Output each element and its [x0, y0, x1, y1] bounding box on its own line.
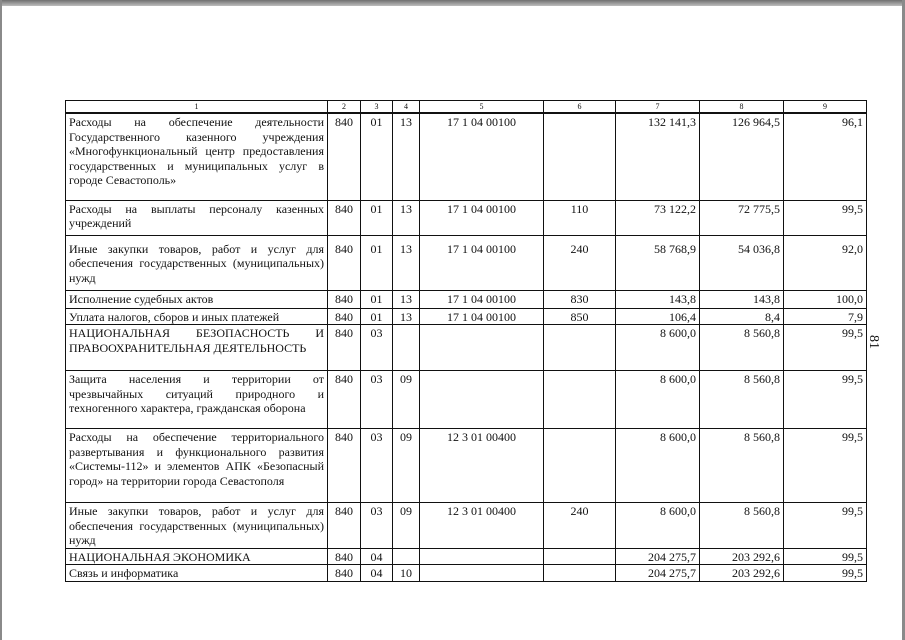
row-name: Связь и информатика	[66, 565, 328, 582]
expense-type-code: 240	[544, 503, 616, 549]
subsection-code	[393, 325, 420, 371]
header-row	[66, 101, 867, 114]
row-name: Расходы на выплаты персоналу казенных учреждений	[66, 200, 328, 235]
planned-amount: 8 600,0	[616, 325, 700, 371]
executed-amount: 8 560,8	[700, 325, 784, 371]
ministry-code: 840	[328, 235, 361, 290]
executed-amount: 8 560,8	[700, 371, 784, 429]
expense-type-code: 830	[544, 290, 616, 308]
table-row	[66, 200, 867, 235]
subsection-code: 09	[393, 429, 420, 503]
target-article-code: 17 1 04 00100	[420, 290, 544, 308]
table-row	[66, 429, 867, 503]
subsection-code: 13	[393, 200, 420, 235]
section-code: 01	[361, 113, 393, 200]
subsection-code: 09	[393, 503, 420, 549]
column-header: 2	[328, 101, 361, 114]
target-article-code: 12 3 01 00400	[420, 429, 544, 503]
ministry-code: 840	[328, 371, 361, 429]
target-article-code	[420, 325, 544, 371]
table-row	[66, 308, 867, 325]
scan-left-edge	[0, 0, 2, 640]
execution-percent: 99,5	[784, 429, 867, 503]
row-name: Иные закупки товаров, работ и услуг для обеспечения государственных (муниципальных) нужд	[66, 235, 328, 290]
budget-execution-table	[65, 100, 867, 582]
page-number: 81	[866, 335, 881, 349]
executed-amount: 203 292,6	[700, 548, 784, 565]
row-name: Уплата налогов, сборов и иных платежей	[66, 308, 328, 325]
section-code: 01	[361, 200, 393, 235]
row-name: Защита населения и территории от чрезвычайных ситуаций природного и техногенного характера, гражданская оборона	[66, 371, 328, 429]
execution-percent: 99,5	[784, 565, 867, 582]
column-header: 1	[66, 101, 328, 114]
executed-amount: 72 775,5	[700, 200, 784, 235]
expense-type-code: 110	[544, 200, 616, 235]
row-name: Исполнение судебных актов	[66, 290, 328, 308]
planned-amount: 8 600,0	[616, 429, 700, 503]
executed-amount: 126 964,5	[700, 113, 784, 200]
executed-amount: 8 560,8	[700, 429, 784, 503]
execution-percent: 99,5	[784, 548, 867, 565]
section-code: 03	[361, 429, 393, 503]
row-name: Иные закупки товаров, работ и услуг для обеспечения государственных (муниципальных) нужд	[66, 503, 328, 549]
row-name: НАЦИОНАЛЬНАЯ БЕЗОПАСНОСТЬ И ПРАВООХРАНИТЕЛЬНАЯ ДЕЯТЕЛЬНОСТЬ	[66, 325, 328, 371]
target-article-code: 17 1 04 00100	[420, 113, 544, 200]
expense-type-code	[544, 565, 616, 582]
section-code: 03	[361, 371, 393, 429]
expense-type-code	[544, 113, 616, 200]
column-header: 6	[544, 101, 616, 114]
planned-amount: 8 600,0	[616, 371, 700, 429]
expense-type-code	[544, 371, 616, 429]
execution-percent: 99,5	[784, 325, 867, 371]
ministry-code: 840	[328, 308, 361, 325]
row-name: Расходы на обеспечение деятельности Государственного казенного учреждения «Многофункциональный центр предоставления государственных и муниципальных услуг в городе Севастополь»	[66, 113, 328, 200]
ministry-code: 840	[328, 429, 361, 503]
section-code: 03	[361, 503, 393, 549]
expense-type-code: 240	[544, 235, 616, 290]
execution-percent: 99,5	[784, 200, 867, 235]
ministry-code: 840	[328, 113, 361, 200]
column-header: 5	[420, 101, 544, 114]
executed-amount: 8 560,8	[700, 503, 784, 549]
subsection-code: 10	[393, 565, 420, 582]
section-code: 03	[361, 325, 393, 371]
ministry-code: 840	[328, 290, 361, 308]
section-code: 01	[361, 290, 393, 308]
subsection-code: 13	[393, 308, 420, 325]
execution-percent: 7,9	[784, 308, 867, 325]
column-header: 8	[700, 101, 784, 114]
executed-amount: 54 036,8	[700, 235, 784, 290]
scan-top-edge	[0, 0, 905, 6]
subsection-code	[393, 548, 420, 565]
expense-type-code: 850	[544, 308, 616, 325]
target-article-code	[420, 548, 544, 565]
executed-amount: 143,8	[700, 290, 784, 308]
column-header: 4	[393, 101, 420, 114]
ministry-code: 840	[328, 325, 361, 371]
planned-amount: 106,4	[616, 308, 700, 325]
column-header: 9	[784, 101, 867, 114]
execution-percent: 99,5	[784, 503, 867, 549]
expense-type-code	[544, 325, 616, 371]
ministry-code: 840	[328, 565, 361, 582]
table-row	[66, 113, 867, 200]
target-article-code	[420, 565, 544, 582]
section-code: 01	[361, 308, 393, 325]
planned-amount: 204 275,7	[616, 565, 700, 582]
execution-percent: 100,0	[784, 290, 867, 308]
row-name: Расходы на обеспечение территориального развертывания и функционального развития «Системы-112» и элементов АПК «Безопасный город» на территории города Севастополя	[66, 429, 328, 503]
planned-amount: 132 141,3	[616, 113, 700, 200]
target-article-code: 12 3 01 00400	[420, 503, 544, 549]
table-row	[66, 325, 867, 371]
execution-percent: 96,1	[784, 113, 867, 200]
target-article-code: 17 1 04 00100	[420, 308, 544, 325]
table-row	[66, 235, 867, 290]
planned-amount: 58 768,9	[616, 235, 700, 290]
planned-amount: 73 122,2	[616, 200, 700, 235]
section-code: 01	[361, 235, 393, 290]
subsection-code: 09	[393, 371, 420, 429]
column-header: 3	[361, 101, 393, 114]
table-row	[66, 565, 867, 582]
executed-amount: 8,4	[700, 308, 784, 325]
table-row	[66, 371, 867, 429]
table-row	[66, 503, 867, 549]
table-row	[66, 548, 867, 565]
section-code: 04	[361, 565, 393, 582]
section-code: 04	[361, 548, 393, 565]
target-article-code: 17 1 04 00100	[420, 235, 544, 290]
planned-amount: 204 275,7	[616, 548, 700, 565]
target-article-code	[420, 371, 544, 429]
target-article-code: 17 1 04 00100	[420, 200, 544, 235]
column-header: 7	[616, 101, 700, 114]
execution-percent: 92,0	[784, 235, 867, 290]
execution-percent: 99,5	[784, 371, 867, 429]
ministry-code: 840	[328, 503, 361, 549]
row-name: НАЦИОНАЛЬНАЯ ЭКОНОМИКА	[66, 548, 328, 565]
subsection-code: 13	[393, 235, 420, 290]
expense-type-code	[544, 429, 616, 503]
ministry-code: 840	[328, 200, 361, 235]
planned-amount: 143,8	[616, 290, 700, 308]
planned-amount: 8 600,0	[616, 503, 700, 549]
ministry-code: 840	[328, 548, 361, 565]
executed-amount: 203 292,6	[700, 565, 784, 582]
expense-type-code	[544, 548, 616, 565]
subsection-code: 13	[393, 113, 420, 200]
subsection-code: 13	[393, 290, 420, 308]
table-row	[66, 290, 867, 308]
